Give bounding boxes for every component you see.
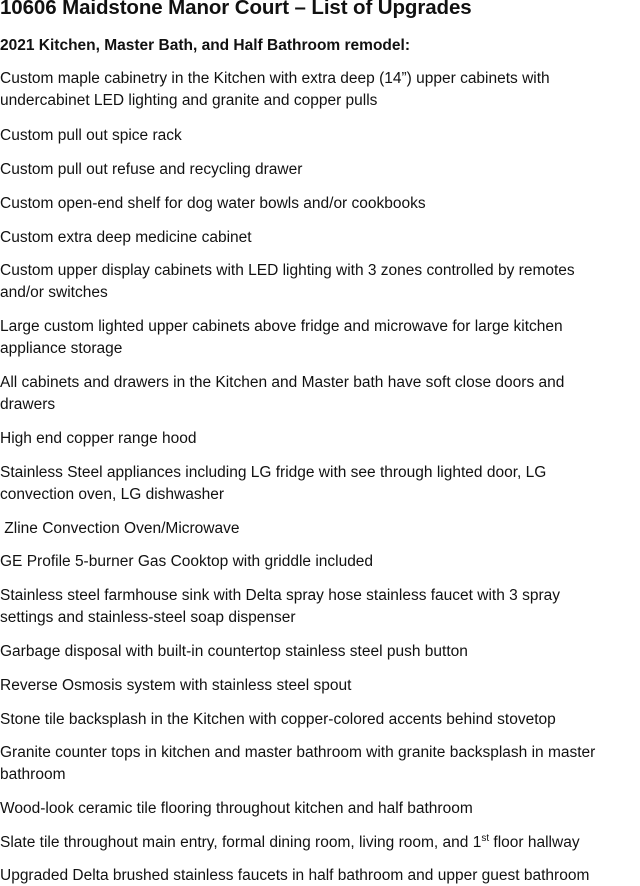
list-item-text: Slate tile throughout main entry, formal dining room, living room, and 1 — [0, 834, 482, 851]
list-item-line: Granite counter tops in kitchen and master bathroom with granite backsplash in master — [0, 744, 596, 761]
list-item — [0, 709, 640, 731]
list-item — [0, 462, 640, 506]
list-item-line: All cabinets and drawers in the Kitchen and Master bath have soft close doors and — [0, 374, 565, 391]
list-item — [0, 675, 640, 697]
list-item — [0, 585, 640, 629]
list-item-line: High end copper range hood — [0, 430, 197, 447]
list-item-line: Custom maple cabinetry in the Kitchen with extra deep (14”) upper cabinets with — [0, 70, 550, 87]
list-item-line: Stone tile backsplash in the Kitchen with copper-colored accents behind stovetop — [0, 711, 556, 728]
list-item-line: Upgraded Delta brushed stainless faucets in half bathroom and upper guest bathroom — [0, 867, 590, 884]
list-item-line: Stainless Steel appliances including LG fridge with see through lighted door, LG — [0, 464, 547, 481]
list-item-line: Custom upper display cabinets with LED lighting with 3 zones controlled by remotes — [0, 262, 575, 279]
list-item-line: bathroom — [0, 766, 66, 783]
list-item — [0, 159, 640, 181]
list-item — [0, 227, 640, 249]
list-item — [0, 428, 640, 450]
list-item-line: Custom pull out spice rack — [0, 127, 182, 144]
list-item — [0, 832, 640, 854]
list-item-line: drawers — [0, 396, 56, 413]
list-item — [0, 865, 640, 886]
section-heading: 2021 Kitchen, Master Bath, and Half Bathroom remodel: — [0, 37, 410, 54]
list-item-line: Garbage disposal with built-in countertop stainless steel push button — [0, 643, 468, 660]
list-item-line: and/or switches — [0, 284, 108, 301]
list-item — [0, 193, 640, 215]
list-item — [0, 641, 640, 663]
list-item-line: Custom extra deep medicine cabinet — [0, 229, 252, 246]
list-item-line: Reverse Osmosis system with stainless steel spout — [0, 677, 352, 694]
list-item — [0, 551, 640, 573]
list-item — [0, 316, 640, 360]
list-item-line: Wood-look ceramic tile flooring throughout kitchen and half bathroom — [0, 800, 473, 817]
list-item — [0, 260, 640, 304]
list-item-line: convection oven, LG dishwasher — [0, 486, 225, 503]
list-item — [0, 742, 640, 786]
list-item-line: Custom pull out refuse and recycling drawer — [0, 161, 303, 178]
list-item-line: Custom open-end shelf for dog water bowls and/or cookbooks — [0, 195, 426, 212]
list-item — [0, 518, 640, 540]
list-item-text: floor hallway — [489, 834, 580, 851]
ordinal-suffix: st — [481, 832, 490, 844]
list-item-line: undercabinet LED lighting and granite and copper pulls — [0, 92, 378, 109]
document-title: 10606 Maidstone Manor Court – List of Upgrades — [0, 0, 472, 19]
list-item — [0, 125, 640, 147]
list-item — [0, 798, 640, 820]
list-item-line: GE Profile 5-burner Gas Cooktop with griddle included — [0, 553, 374, 570]
list-item-line: Zline Convection Oven/Microwave — [0, 520, 240, 537]
list-item — [0, 372, 640, 416]
list-item-line: appliance storage — [0, 340, 123, 357]
list-item-line — [0, 832, 640, 854]
list-item — [0, 68, 640, 112]
list-item-line: Large custom lighted upper cabinets above fridge and microwave for large kitchen — [0, 318, 563, 335]
list-item-line: settings and stainless-steel soap dispenser — [0, 609, 296, 626]
list-item-line: Stainless steel farmhouse sink with Delta spray hose stainless faucet with 3 spray — [0, 587, 560, 604]
